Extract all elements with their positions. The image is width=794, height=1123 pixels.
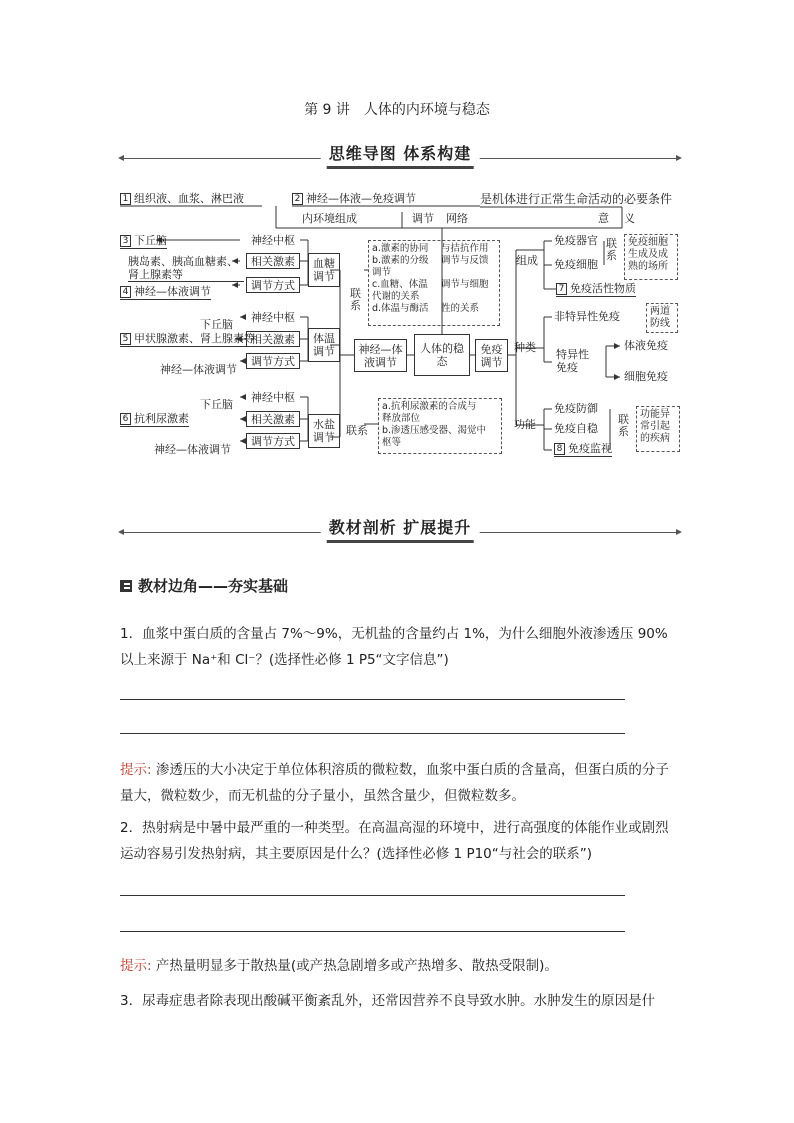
label-tjfs-3: 调节方式 [246, 433, 300, 449]
label-tjfs-2: 调节方式 [246, 353, 300, 369]
label-tjfs-1: 调节方式 [246, 277, 300, 293]
hormones-sugar: 胰岛素、胰高血糖素、肾上腺素等 [128, 255, 244, 282]
lesson-title: 第 9 讲 人体的内环境与稳态 [304, 102, 490, 118]
label-myqg: 免疫器官 [554, 234, 598, 247]
node-4: 4 神经—体液调节 [120, 285, 211, 300]
hint-1: 提示: 渗透压的大小决定于单位体积溶质的微粒数，血浆中蛋白质的含量高，但蛋白质的分子量大，微粒数少，而无机盐的分子量小，虽然含量少，但微粒数多。 [120, 762, 669, 804]
label-lianxi-2: 联系 [346, 424, 368, 437]
label-xgjs-2: 相关激素 [246, 331, 300, 347]
answer-line [120, 931, 625, 932]
center-box: 人体的稳态 [414, 334, 470, 376]
answer-line [120, 699, 625, 700]
label-nhj: 内环境组成 [302, 212, 357, 225]
label-xbmy: 细胞免疫 [624, 370, 668, 383]
question-2: 2．热射病是中暑中最严重的一种类型。在高温高湿的环境中，进行高强度的体能作业或剧烈运动容易引发热射病，其主要原因是什么？(选择性必修 1 P10“与社会的联系”) [120, 820, 669, 862]
label-myfy: 免疫防御 [554, 402, 598, 415]
label-lianxi-3: 联系 [606, 237, 617, 262]
label-xql-2: 下丘脑 [200, 318, 233, 331]
label-lianxi-4: 联系 [618, 413, 629, 438]
label-zhonglei: 种类 [514, 341, 536, 354]
answer-line [120, 733, 625, 734]
label-tiaojie: 调节 [412, 212, 434, 225]
label-lianxi-1: 联系 [350, 287, 361, 312]
label-tyxmy: 特异性 免疫 [556, 348, 589, 374]
label-zucheng: 组成 [516, 254, 538, 267]
hint-2: 提示: 产热量明显多于散热量(或产热急剧增多或产热增多、散热受限制)。 [120, 958, 558, 974]
question-3: 3．尿毒症患者除表现出酸碱平衡紊乱外，还常因营养不良导致水肿。水肿发生的原因是什 [120, 993, 656, 1009]
label-yi: 意 [598, 212, 609, 225]
temperature-box: 体温调节 [308, 328, 340, 362]
node-2: 2 神经—体液—免疫调节 [292, 192, 416, 206]
node-1: 1 组织液、血浆、淋巴液 [120, 192, 244, 206]
top-right-text: 是机体进行正常生命活动的必要条件 [480, 192, 673, 206]
water-salt-box: 水盐调节 [308, 414, 340, 448]
label-sjzs-1: 神经中枢 [251, 233, 295, 247]
blood-sugar-box: 血糖调节 [308, 253, 340, 287]
label-xql-3: 下丘脑 [200, 398, 233, 411]
section-mark-icon [120, 580, 132, 592]
section-title: 教材剖析 扩展提升 [321, 515, 480, 538]
label-gongneng: 功能 [514, 418, 536, 431]
label-sjty-2: 神经—体液调节 [160, 363, 237, 376]
label-tymy: 体液免疫 [624, 339, 668, 352]
label-ftyxmy: 非特异性免疫 [554, 310, 620, 323]
immune-box: 免疫调节 [475, 339, 508, 372]
neuro-humoral-box: 神经—体液调节 [354, 339, 407, 372]
node-7: 7 免疫活性物质 [556, 282, 636, 297]
node-6: 6 抗利尿激素 [120, 412, 189, 427]
label-xgjs-1: 相关激素 [246, 253, 300, 269]
label-sjzs-2: 神经中枢 [251, 310, 295, 324]
label-yi2: 义 [624, 212, 635, 225]
node-3: 3 下丘脑 [120, 234, 167, 249]
label-myxb: 免疫细胞 [554, 258, 598, 271]
node-8: 8 免疫监视 [554, 442, 612, 457]
label-xgjs-3: 相关激素 [246, 411, 300, 427]
subsection-title: 教材边角——夯实基础 [120, 575, 288, 596]
label-myzw: 免疫自稳 [554, 422, 598, 435]
section-header-textbook [120, 515, 680, 539]
immune-cell-note: 免疫细胞 生成及成 熟的场所 [624, 234, 678, 280]
label-sjzs-3: 神经中枢 [251, 390, 295, 404]
relation-box-1: a.激素的协同 b.激素的分级 调节 c.血糖、体温 代谢的关系 d.体温与酶活 与拮抗作用 调节与反馈 调节与细胞 性的关系 [368, 240, 500, 326]
node-5: 5 甲状腺激素、肾上腺素等 [120, 332, 255, 347]
function-note: 功能异 常引起 的疾病 [636, 406, 680, 452]
label-sjty-3: 神经—体液调节 [154, 443, 231, 456]
answer-line [120, 895, 625, 896]
section-title: 思维导图 体系构建 [321, 141, 480, 164]
two-lines-note: 两道 防线 [646, 303, 678, 333]
label-wangluo: 网络 [446, 212, 468, 225]
relation-box-2: a.抗利尿激素的合成与 释放部位 b.渗透压感受器、渴觉中 枢等 [378, 398, 502, 454]
question-1: 1．血浆中蛋白质的含量占 7%～9%，无机盐的含量约占 1%，为什么细胞外液渗透压 90%以上来源于 Na⁺和 Cl⁻？(选择性必修 1 P5“文字信息”) [120, 626, 668, 668]
